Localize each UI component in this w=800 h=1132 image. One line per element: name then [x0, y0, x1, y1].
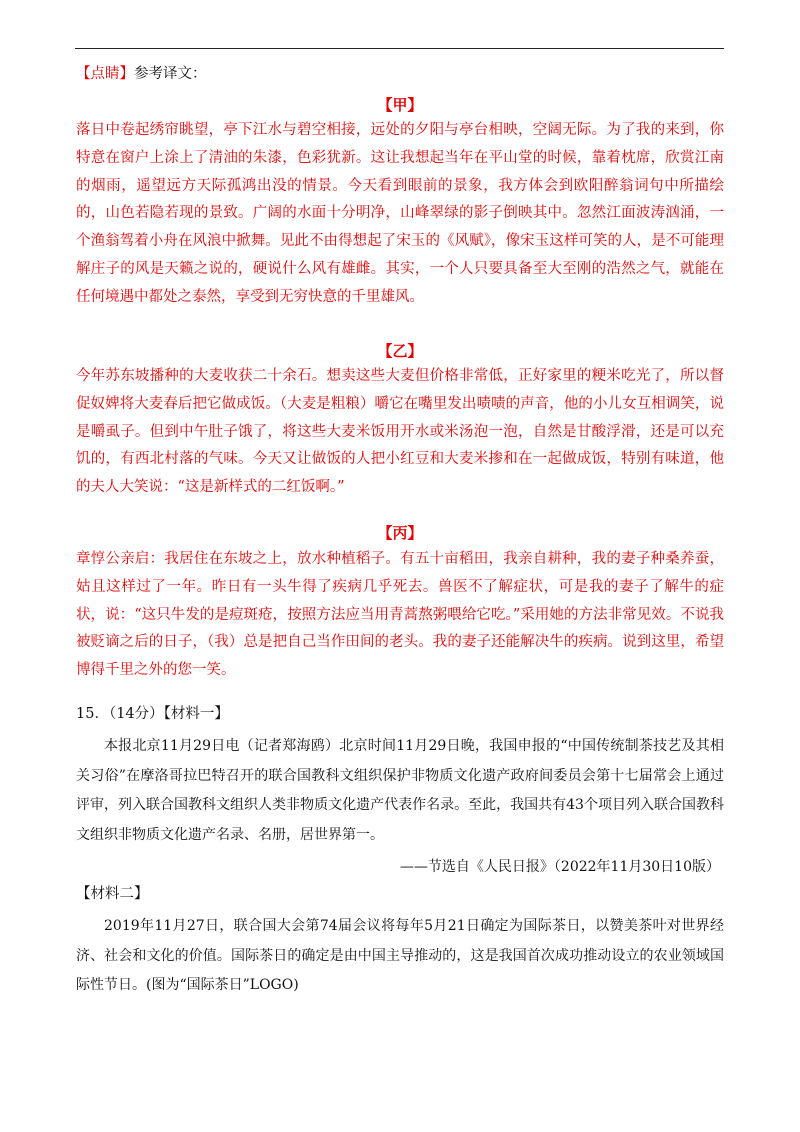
- section-heading-bing: 【丙】: [377, 524, 423, 542]
- section-text-bing: 章惇公亲启：我居住在东坡之上，放水种植稻子。有五十亩稻田，我亲自耕种，我的妻子种桑养蚕，姑且这样过了一年。昨日有一头牛得了疾病几乎死去。兽医不了解症状，可是我的妻子了解牛的症状，说：“这只牛发的是痘斑疮，按照方法应当用青蒿熬粥喂给它吃。”采用她的方法非常见效。不说我被贬谪之后的日子，（我）总是把自己当作田间的老头。我的妻子还能解决牛的疾病。说到这里，希望博得千里之外的您一笑。: [76, 551, 724, 679]
- material-2-label: 【材料二】: [76, 886, 149, 902]
- section-heading-yi: 【乙】: [377, 342, 423, 360]
- hint-line: [76, 62, 207, 83]
- hint-tag: 【点睛】: [76, 66, 134, 82]
- question-15-label: 15．（14分）【材料一】: [76, 706, 229, 722]
- section-text-yi: 今年苏东坡播种的大麦收获二十余石。想卖这些大麦但价格非常低，正好家里的粳米吃光了，所以督促奴婢将大麦春后把它做成饭。（大麦是粗粮）嚼它在嘴里发出啧啧的声音，他的小儿女互相调笑，说是嚼虱子。但到中午肚子饿了，将这些大麦米饭用开水或米汤泡一泡，自然是甘酸浮滑，还是可以充饥的，有西北村落的气味。今天又让做饭的人把小红豆和大麦米掺和在一起做成饭，特别有味道，他的夫人大笑说：“这是新样式的二红饭啊。”: [76, 368, 724, 496]
- header-rule: [75, 48, 724, 49]
- section-heading-jia: 【甲】: [377, 96, 423, 114]
- material-1-text: 本报北京11月29日电（记者郑海鸥）北京时间11月29日晚，我国申报的“中国传统制茶技艺及其相关习俗”在摩洛哥拉巴特召开的联合国教科文组织保护非物质文化遗产政府间委员会第十七届常会上通过评审，列入联合国教科文组织人类非物质文化遗产代表作名录。至此，我国共有43个项目列入联合国教科文组织非物质文化遗产名录、名册，居世界第一。: [76, 738, 724, 843]
- material-1-source: ——节选自《人民日报》（2022年11月30日10版）: [399, 859, 720, 875]
- hint-label: 参考译文：: [134, 66, 207, 82]
- material-2-text: 2019年11月27日，联合国大会第74届会议将每年5月21日确定为国际茶日，以赞美茶叶对世界经济、社会和文化的价值。国际茶日的确定是由中国主导推动的，这是我国首次成功推动设立的农业领域国际性节日。(图为“国际茶日”LOGO): [76, 918, 724, 993]
- section-text-jia: 落日中卷起绣帘眺望，亭下江水与碧空相接，远处的夕阳与亭台相映，空阔无际。为了我的来到，你特意在窗户上涂上了清油的朱漆，色彩犹新。这让我想起当年在平山堂的时候，靠着枕席，欣赏江南的烟雨，遥望远方天际孤鸿出没的情景。今天看到眼前的景象，我方体会到欧阳醉翁词句中所描绘的，山色若隐若现的景致。广阔的水面十分明净，山峰翠绿的影子倒映其中。忽然江面波涛汹涌，一个渔翁驾着小舟在风浪中掀舞。见此不由得想起了宋玉的《风赋》，像宋玉这样可笑的人，是不可能理解庄子的风是天籁之说的，硬说什么风有雄雌。其实，一个人只要具备至大至刚的浩然之气，就能在任何境遇中都处之泰然，享受到无穷快意的千里雄风。: [76, 122, 724, 305]
